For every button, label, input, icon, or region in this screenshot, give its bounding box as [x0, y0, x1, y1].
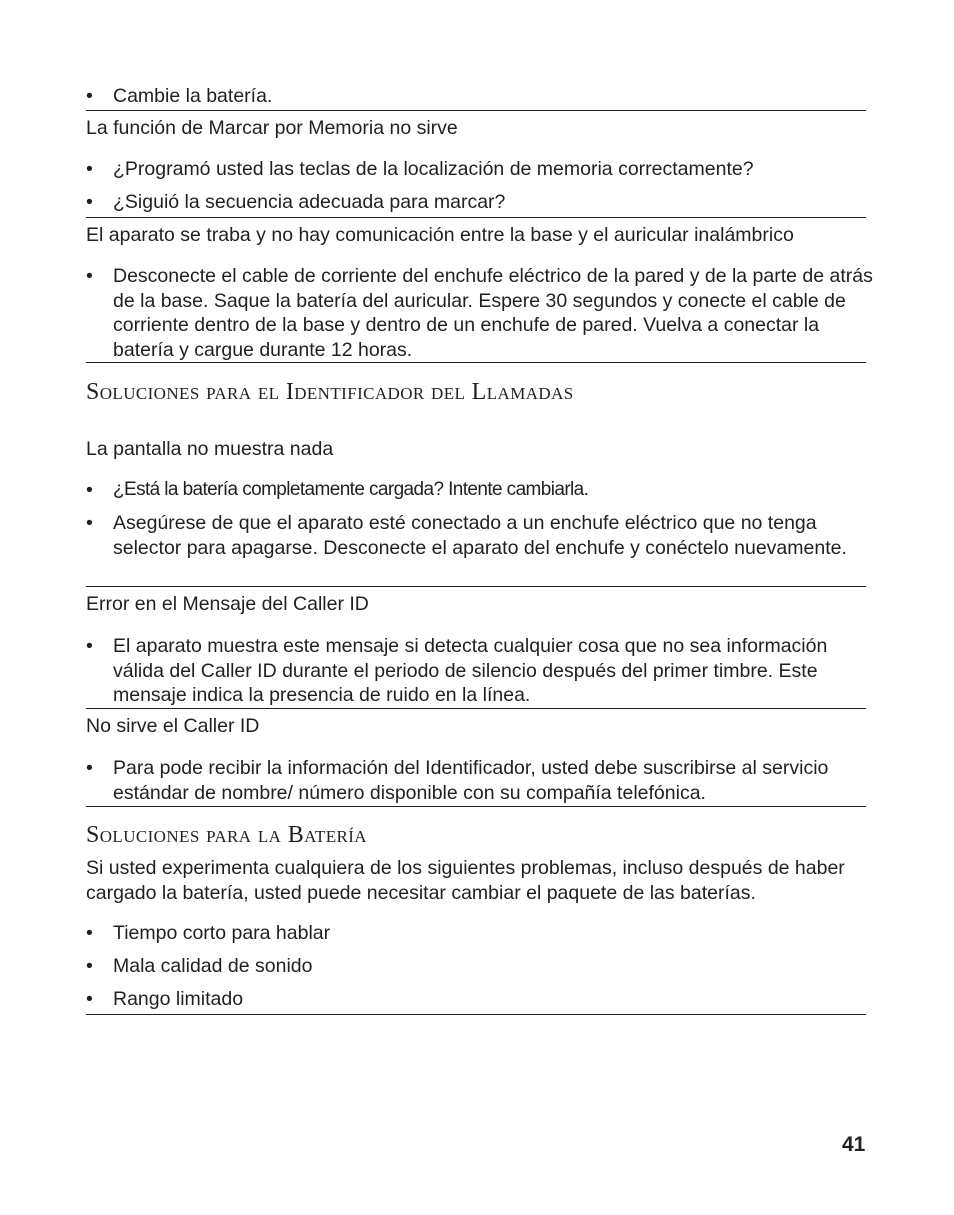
- bullet-text: Para pode recibir la información del Identificador, usted debe suscribirse al servicio estándar de nombre/ número disponible con su compañía telefónica.: [113, 757, 829, 804]
- battery-intro: Si usted experimenta cualquiera de los siguientes problemas, incluso después de haber cargado la batería, usted puede necesitar cambiar el paquete de las baterías.: [86, 857, 845, 904]
- divider: [86, 1014, 866, 1015]
- problem-title: La pantalla no muestra nada: [86, 438, 334, 460]
- section-heading-caller-id: Soluciones para el Identificador del Llamadas: [86, 379, 574, 405]
- page-number: 41: [842, 1133, 866, 1156]
- problem-title: La función de Marcar por Memoria no sirve: [86, 117, 458, 139]
- divider: [86, 586, 866, 587]
- divider: [86, 217, 866, 218]
- bullet-text: Asegúrese de que el aparato esté conectado a un enchufe eléctrico que no tenga selector para apagarse. Desconecte el aparato del enchufe y conéctelo nuevamente.: [113, 512, 847, 559]
- divider: [86, 708, 866, 709]
- bullet-text: Tiempo corto para hablar: [113, 922, 331, 944]
- divider: [86, 806, 866, 807]
- bullet-dot: •: [86, 512, 93, 534]
- bullet-dot: •: [86, 635, 93, 657]
- bullet-text: ¿Está la batería completamente cargada? Intente cambiarla.: [113, 479, 589, 500]
- problem-title: El aparato se traba y no hay comunicación entre la base y el auricular inalámbrico: [86, 224, 794, 246]
- bullet-dot: •: [86, 922, 93, 944]
- bullet-text: Cambie la batería.: [113, 85, 273, 107]
- bullet-text: Desconecte el cable de corriente del enchufe eléctrico de la pared y de la parte de atrás de la base. Saque la batería del auricular. Espere 30 segundos y conecte el cable de corriente dentro de la base y dentro de un enchufe de pared. Vuelva a conectar la batería y cargue durante 12 horas.: [113, 265, 873, 361]
- bullet-dot: •: [86, 757, 93, 779]
- bullet-text: Mala calidad de sonido: [113, 955, 313, 977]
- bullet-dot: •: [86, 158, 93, 180]
- bullet-text: Rango limitado: [113, 988, 244, 1010]
- divider: [86, 362, 866, 363]
- bullet-text: ¿Siguió la secuencia adecuada para marcar?: [113, 191, 506, 213]
- bullet-text: ¿Programó usted las teclas de la localización de memoria correctamente?: [113, 158, 754, 180]
- problem-title: No sirve el Caller ID: [86, 715, 260, 737]
- bullet-dot: •: [86, 191, 93, 213]
- section-heading-battery: Soluciones para la Batería: [86, 822, 367, 848]
- bullet-dot: •: [86, 479, 93, 501]
- bullet-text: El aparato muestra este mensaje si detecta cualquier cosa que no sea información válida del Caller ID durante el periodo de silencio después del primer timbre. Este mensaje indica la presencia de ruido en la línea.: [113, 635, 828, 706]
- divider: [86, 110, 866, 111]
- bullet-dot: •: [86, 955, 93, 977]
- bullet-dot: •: [86, 85, 93, 107]
- problem-title: Error en el Mensaje del Caller ID: [86, 593, 369, 615]
- bullet-dot: •: [86, 988, 93, 1010]
- bullet-dot: •: [86, 265, 93, 287]
